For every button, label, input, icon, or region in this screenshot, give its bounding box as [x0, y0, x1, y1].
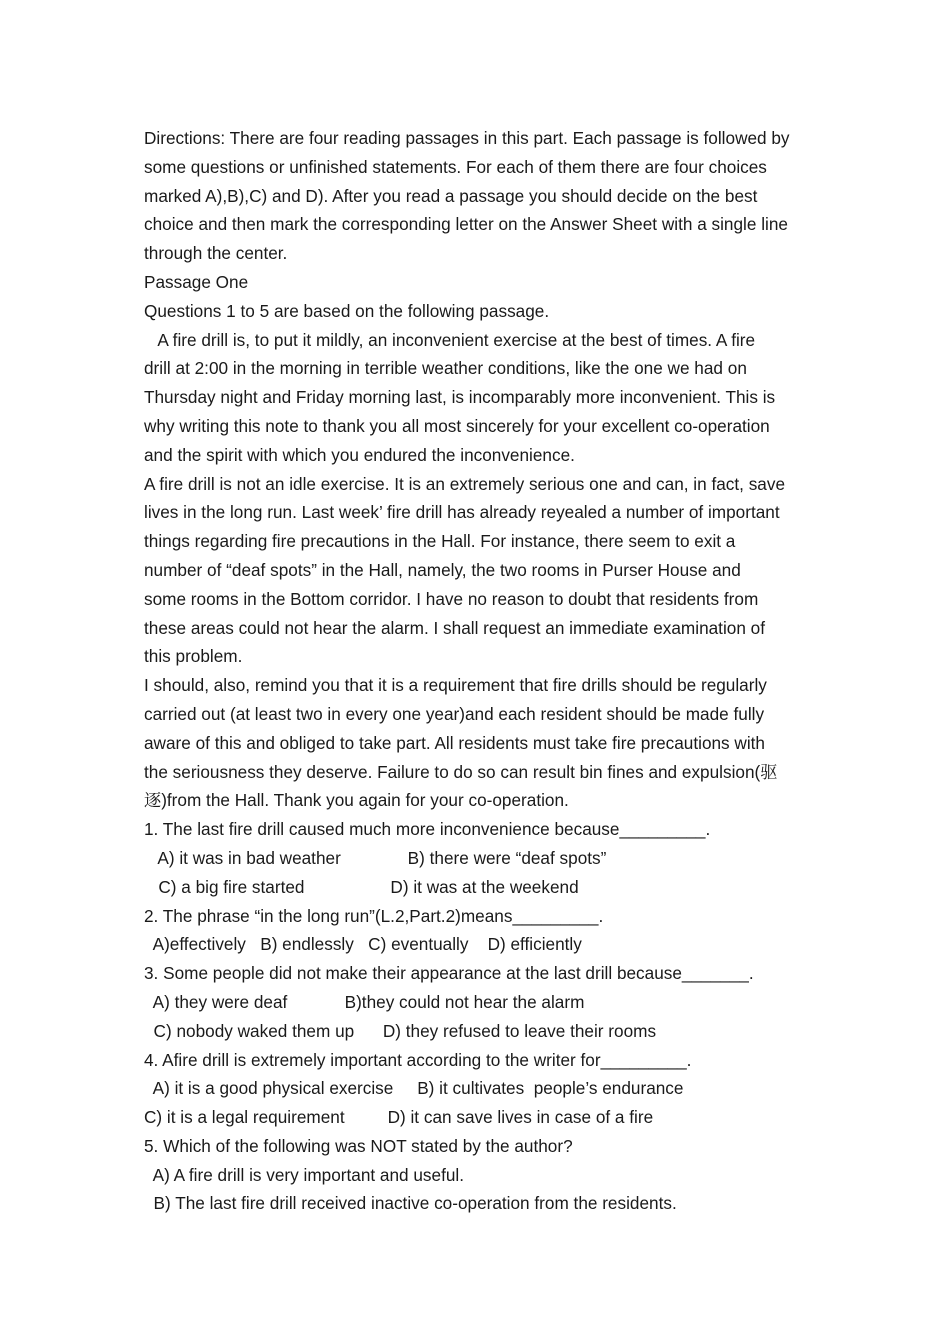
passage-title: Passage One: [144, 271, 249, 292]
question-line: 2. The phrase “in the long run”(L.2,Part.2)means_________.: [144, 905, 604, 926]
text-line: Directions: There are four reading passages in this part. Each passage is followed by: [144, 128, 790, 148]
question-line: A) it was in bad weather B) there were “deaf spots”: [144, 847, 607, 868]
document-page: [144, 124, 824, 1218]
text-line: these areas could not hear the alarm. I shall request an immediate examination of: [144, 617, 766, 638]
text-line: marked A),B),C) and D). After you read a passage you should decide on the best: [144, 185, 758, 206]
text-line: drill at 2:00 in the morning in terrible weather conditions, like the one we had on: [144, 358, 747, 379]
question-line: A) it is a good physical exercise B) it cultivates people’s endurance: [144, 1078, 684, 1099]
question-line: 1. The last fire drill caused much more inconvenience because_________.: [144, 819, 711, 840]
question-line: 5. Which of the following was NOT stated by the author?: [144, 1135, 573, 1156]
directions: [144, 124, 824, 268]
text-line: why writing this note to thank you all most sincerely for your excellent co-operation: [144, 415, 770, 436]
text-line: things regarding fire precautions in the Hall. For instance, there seem to exit a: [144, 531, 736, 552]
text-line: A fire drill is, to put it mildly, an inconvenient exercise at the best of times. A fire: [144, 329, 756, 350]
question-line: 4. Afire drill is extremely important according to the writer for_________.: [144, 1049, 692, 1070]
text-line: I should, also, remind you that it is a requirement that fire drills should be regularly: [144, 675, 767, 696]
text-line: A fire drill is not an idle exercise. It is an extremely serious one and can, in fact, save: [144, 473, 786, 494]
text-line: some rooms in the Bottom corridor. I have no reason to doubt that residents from: [144, 588, 759, 609]
text-line: lives in the long run. Last week’ fire drill has already reyealed a number of important: [144, 502, 780, 523]
text-line: Thursday night and Friday morning last, is incomparably more inconvenient. This is: [144, 387, 776, 408]
paragraph-1: [144, 326, 824, 470]
text-line: through the center.: [144, 243, 288, 264]
text-line: aware of this and obliged to take part. All residents must take fire precautions with: [144, 732, 765, 753]
question-line: C) a big fire started D) it was at the weekend: [144, 876, 579, 897]
paragraph-2: [144, 470, 824, 672]
text-line: carried out (at least two in every one year)and each resident should be made fully: [144, 703, 765, 724]
text-line: number of “deaf spots” in the Hall, namely, the two rooms in Purser House and: [144, 559, 741, 580]
question-line: A) they were deaf B)they could not hear the alarm: [144, 991, 585, 1012]
text-line: and the spirit with which you endured the inconvenience.: [144, 444, 575, 465]
question-line: B) The last fire drill received inactive co-operation from the residents.: [144, 1193, 677, 1214]
question-line: C) nobody waked them up D) they refused to leave their rooms: [144, 1020, 657, 1041]
questions: [144, 815, 824, 1218]
question-line: C) it is a legal requirement D) it can save lives in case of a fire: [144, 1107, 654, 1128]
question-line: A)effectively B) endlessly C) eventually D) efficiently: [144, 934, 582, 955]
text-line: choice and then mark the corresponding letter on the Answer Sheet with a single line: [144, 214, 788, 235]
text-line: the seriousness they deserve. Failure to do so can result bin fines and expulsion(驱: [144, 761, 778, 782]
paragraph-3: [144, 671, 824, 815]
text-line: this problem.: [144, 646, 243, 667]
text-line: some questions or unfinished statements. For each of them there are four choices: [144, 156, 767, 177]
passage-intro: Questions 1 to 5 are based on the following passage.: [144, 300, 550, 321]
question-line: A) A fire drill is very important and useful.: [144, 1164, 465, 1185]
text-line: 逐)from the Hall. Thank you again for your co-operation.: [144, 790, 569, 811]
question-line: 3. Some people did not make their appearance at the last drill because_______.: [144, 963, 754, 984]
